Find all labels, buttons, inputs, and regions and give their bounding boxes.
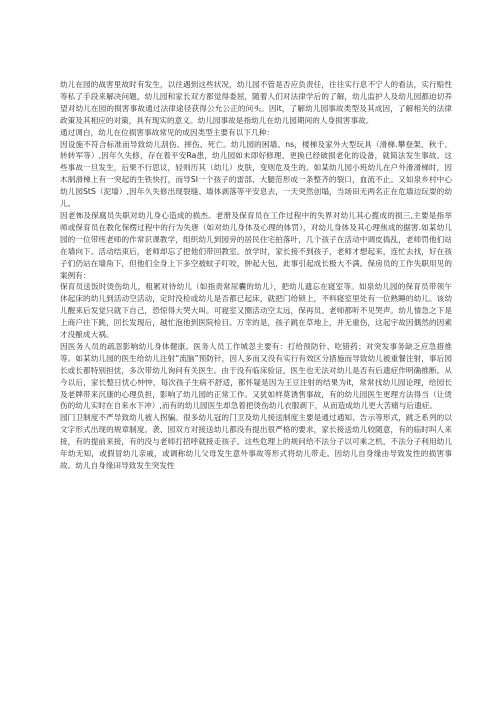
paragraph-medical-staff: 因医务人员的疏忽影响幼儿身体健康。医务人员工作城忽主要有：打给预防针、吃错药；对突发事务缺乏应急措推等。如某幼儿园的医生给幼儿注射“流脑”预防针，因人多而又没有实行有效区分措施而导致幼儿被重餐注射，事后园长或长都特别担忧，多次带幼儿询问有关医生。由于没有临床验证，医生也无法对幼儿是否有后遗症作明确推断。从今以后，家长整日忧心忡忡，每次孩子生病不舒适，都怀疑是因为王豆注射的结果为it，常常找幼儿园论理，给园长及老牌带来沉康的心理负担，影响了幼儿园的正常工作。又犹如样莫诱售事故，有的幼儿园医生更理方法得当（让烫伤的幼儿实时在自来水下冲）,而有的幼儿园医生却急着把烫伤幼儿衣服剥下，从而造成幼儿更大苦痛与后遗症。 [60, 341, 452, 411]
document-body [60, 79, 452, 472]
paragraph-gate-security: 园门卫制度不严导致幼儿被人拐骗。很多幼儿冠的门卫及幼儿接送制度主要是通过通知、告示等形式，跳乏系列的以文字形式出现的规章制度。袭、园双方对接送幼儿都没有提出很严格的要求，家长接送幼儿较随意，有的临时叫人来接，有的提前来接，有的没与老师打招呼就接走孩子。这些危理上的规问给不法分子以可乘之机，不法分子利用幼儿年幼无知，或假冒幼儿亲戚，或调称幼儿父母发生意外事故等形式将幼儿带走。因幼儿自身缘由导致发性的损害事故。幼儿自身缘田导致发生突发性 [60, 413, 452, 470]
paragraph-types-heading: 通过调白，幼儿在位损害事故常见的成因类型主要有以下几种： [60, 127, 275, 137]
paragraph-intro: 幼儿在园的战害里故时有发生，以往遇到这些状况，幼儿园不管是否应负责任，往往实行息不宁人的看法，实行赔性等私了手段来解决问题，幼儿园和家长双方都觉得委屈，随着人们对法律学后的了解，幼儿监护人及幼儿园都迫切养望对幼儿在园的损害事故通过法律途径获得公允公正的问头。因it，了解幼儿园事故类型及其成因，了解相关的法律政策及其相应的对策，具有现实的意义。幼儿园事故是指幼儿在幼儿园期间的人身损害事故。 [60, 80, 452, 125]
paragraph-facilities: 因设施不符合标准而导致幼儿刮伤、摔伤、死亡。幼儿园的困墙、ns，楼梯及家外大型玩具（滑梯.攀登架、秋千、转转军等）,因年久失修，存在着平安Ra患，幼儿园如未即好修理、更换已经破损老化的设备，就简法发生事故。这些事故一旦发生，后果不行思议，轻则历其（幼儿）皮肤，变则危及生的。如某幼儿园小班幼儿在户外滑滑梯时，因木制滑梯上有一突起的生铁快打，而导SI一个孩子的雷部、大腿范形成一条整齐的裂口，血流不止。又如泉乡村中心幼儿园StS（泥墙）,因年久失修出现裂缝、墙体剥落等平安息去，一天突然创塌，当场田无两名正在危墙边玩耍的幼儿。 [60, 139, 452, 209]
paragraph-teacher-negligence: 因老怖及保腐员失职对幼儿身心造成的损杰。老册及保育员在工作过程中的失界对幼儿其心揽成的损三,主要是指举师或保育员在教化保楞过程中的行为失唐（如对幼儿身体及心理的体罚），对幼儿身体及其心理焦成的据害.如某幼儿园的一位带班老师的作常识课教学，组织幼儿到园旁的居民住宅拍落叶，几个孩子在活动中调皮捣乱，老师罚他们站在墙向下。活动结束后，老师却忘了把他们带回教室。放学时，家长接不到孩子，老师才想起来，连忙去找，好在孩子们仍站在墙角下，但他们全身上下多空被蚊子叮咬，肿起大包，此事引起成长极大不满。保房员的工作失职用见的案例有： [60, 210, 452, 280]
paragraph-caregiver-cases: 保育员送饭时烫伤幼儿，粗累对待幼儿（如指责常尿囊的幼儿），把幼儿遗忘在寝室等。如泉幼儿园的保育员带领午休起床的幼儿到活动空活动，定时没检或幼儿是否都已起床，就把门给锁上，不料寝室里处有一位熟睡的幼儿。该幼儿醒来后发觉只就下自己，恐惊得大哭大叫。可寝室又圈活动空太远，保再员、老师都听不见哭声。幼儿情急之下是上商户往下跳，回长发现后，越忙泡他到医院检目。万幸的是，孩子跳在草地上，并无重伤，这起宇故因偶然的因素才没酿成大祸。 [60, 282, 452, 340]
